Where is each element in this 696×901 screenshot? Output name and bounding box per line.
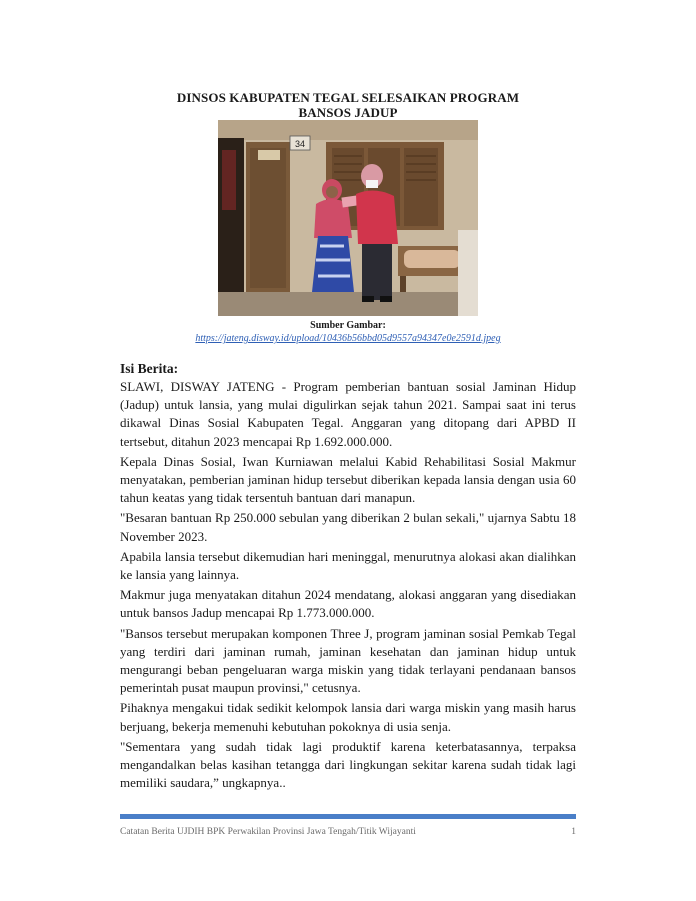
article-body <box>120 378 576 794</box>
news-photo <box>218 120 478 316</box>
title-line-1: DINSOS KABUPATEN TEGAL SELESAIKAN PROGRAM <box>176 90 520 105</box>
document-title <box>120 90 576 120</box>
source-link[interactable]: https://jateng.disway.id/upload/10436b56bbd05d9557a94347e0e2591d.jpeg <box>195 333 501 344</box>
source-label: Sumber Gambar: <box>310 320 386 331</box>
footer-text: Catatan Berita UJDIH BPK Perwakilan Provinsi Jawa Tengah/Titik Wijayanti <box>120 827 416 837</box>
section-heading: Isi Berita: <box>120 361 179 376</box>
paragraph: "Bansos tersebut merupakan komponen Three J, program jaminan sosial Pemkab Tegal yang terdiri dari jaminan rumah, jaminan kesehatan dan jaminan hidup untuk mengurangi beban pengeluaran warga miskin yang tidak terlayani pendanaan bansos pemerintah pusat maupun provinsi," cetusnya. <box>120 625 576 696</box>
page-footer <box>120 827 576 837</box>
paragraph: Makmur juga menyatakan ditahun 2024 mendatang, alokasi anggaran yang disediakan untuk bansos Jadup mencapai Rp 1.773.000.000. <box>120 587 576 621</box>
image-caption <box>120 319 576 345</box>
house-number: 34 <box>294 139 306 149</box>
title-line-2: BANSOS JADUP <box>298 105 398 120</box>
paragraph: Kepala Dinas Sosial, Iwan Kurniawan melalui Kabid Rehabilitasi Sosial Makmur menyatakan, pemberian jaminan hidup tersebut diberikan kepada lansia dengan usia 60 tahun keatas yang tidak tersentuh bantuan dari manapun. <box>120 453 576 506</box>
page-number: 1 <box>571 827 576 837</box>
paragraph: Apabila lansia tersebut dikemudian hari meninggal, menurutnya alokasi akan dialihkan ke lansia yang lainnya. <box>120 548 576 583</box>
paragraph: "Sementara yang sudah tidak lagi produktif karena keterbatasannya, terpaksa mengandalkan belas kasihan tetangga dari lingkungan sekitar karena sudah tidak lagi memiliki saudara,” ungkapnya.. <box>120 738 576 791</box>
footer-rule <box>120 814 576 819</box>
paragraph: Pihaknya mengakui tidak sedikit kelompok lansia dari warga miskin yang masih harus berjuang, bekerja memenuhi kebutuhan pokoknya di usia senja. <box>120 700 576 734</box>
paragraph: "Besaran bantuan Rp 250.000 sebulan yang diberikan 2 bulan sekali," ujarnya Sabtu 18 November 2023. <box>120 510 576 544</box>
paragraph: SLAWI, DISWAY JATENG - Program pemberian bantuan sosial Jaminan Hidup (Jadup) untuk lansia, yang mulai digulirkan sejak tahun 2021. Sampai saat ini terus dikawal Dinas Sosial Kabupaten Tegal. Anggaran yang ditopang dari APBD II tertsebut, ditahun 2023 mencapai Rp 1.692.000.000. <box>120 379 576 449</box>
